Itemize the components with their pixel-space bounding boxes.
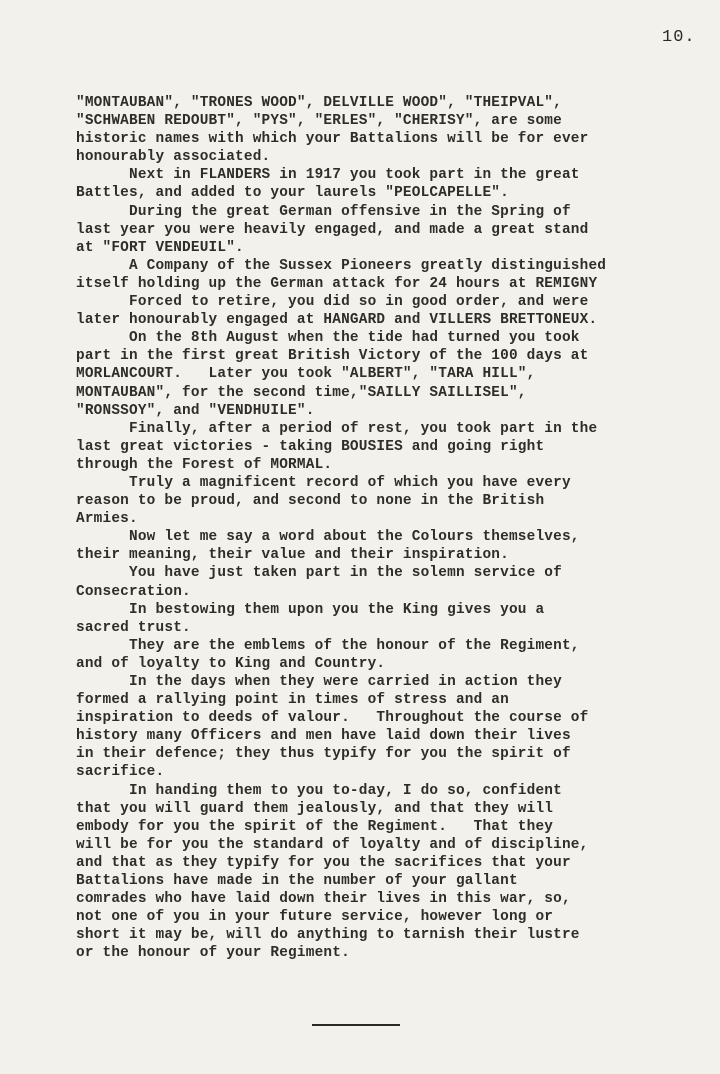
text-line: In bestowing them upon you the King gives you a xyxy=(76,601,545,618)
text-line: They are the emblems of the honour of the Regiment, xyxy=(76,637,580,654)
text-line: short it may be, will do anything to tarnish their lustre xyxy=(76,927,580,944)
text-line: MONTAUBAN", for the second time,"SAILLY SAILLISEL", xyxy=(76,384,527,401)
text-line: MORLANCOURT. Later you took "ALBERT", "TARA HILL", xyxy=(76,366,536,383)
text-line: not one of you in your future service, however long or xyxy=(76,909,554,926)
document-body xyxy=(76,94,716,963)
text-line: sacrifice. xyxy=(76,764,165,781)
text-line: part in the first great British Victory of the 100 days at xyxy=(76,348,589,365)
text-line: Forced to retire, you did so in good order, and were xyxy=(76,294,589,311)
text-line: In the days when they were carried in action they xyxy=(76,674,562,690)
text-line: reason to be proud, and second to none in the British xyxy=(76,493,545,510)
text-line: last year you were heavily engaged, and made a great stand xyxy=(76,221,589,238)
text-line: history many Officers and men have laid down their lives xyxy=(76,728,571,745)
text-line: later honourably engaged at HANGARD and VILLERS BRETTONEUX. xyxy=(76,312,598,329)
text-line: Battalions have made in the number of your gallant xyxy=(76,873,518,890)
text-line: and of loyalty to King and Country. xyxy=(76,655,386,672)
text-line: Battles, and added to your laurels "PEOLCAPELLE". xyxy=(76,185,509,202)
text-line: In handing them to you to-day, I do so, confident xyxy=(76,782,562,799)
text-line: A Company of the Sussex Pioneers greatly distinguished xyxy=(76,257,607,274)
text-line: "MONTAUBAN", "TRONES WOOD", DELVILLE WOOD", "THEIPVAL", xyxy=(76,95,562,111)
text-line: On the 8th August when the tide had turned you took xyxy=(76,330,580,347)
text-line: sacred trust. xyxy=(76,619,191,636)
text-line: historic names with which your Battalions will be for ever xyxy=(76,131,589,148)
end-rule xyxy=(312,1024,400,1026)
text-line: through the Forest of MORMAL. xyxy=(76,456,333,473)
text-line: last great victories - taking BOUSIES and going right xyxy=(76,438,545,455)
text-line: or the honour of your Regiment. xyxy=(76,945,350,962)
text-line: Consecration. xyxy=(76,583,191,600)
text-line: Now let me say a word about the Colours themselves, xyxy=(76,529,580,546)
text-line: embody for you the spirit of the Regiment. That they xyxy=(76,818,554,835)
text-line: their meaning, their value and their inspiration. xyxy=(76,547,509,564)
text-line: Next in FLANDERS in 1917 you took part in the great xyxy=(76,167,580,184)
text-line: honourably associated. xyxy=(76,149,271,166)
text-line: comrades who have laid down their lives in this war, so, xyxy=(76,891,571,908)
text-line: will be for you the standard of loyalty and of discipline, xyxy=(76,836,589,853)
text-line: Armies. xyxy=(76,511,138,528)
text-line: that you will guard them jealously, and that they will xyxy=(76,800,554,817)
text-line: You have just taken part in the solemn service of xyxy=(76,565,562,582)
text-line: itself holding up the German attack for 24 hours at REMIGNY xyxy=(76,275,598,292)
text-line: Finally, after a period of rest, you took part in the xyxy=(76,420,598,437)
text-line: inspiration to deeds of valour. Throughout the course of xyxy=(76,710,589,727)
text-line: formed a rallying point in times of stress and an xyxy=(76,692,509,709)
text-line: During the great German offensive in the Spring of xyxy=(76,203,571,220)
text-line: in their defence; they thus typify for you the spirit of xyxy=(76,746,571,763)
text-line: "RONSSOY", and "VENDHUILE". xyxy=(76,402,315,419)
text-line: and that as they typify for you the sacrifices that your xyxy=(76,854,571,871)
page-number: 10. xyxy=(662,28,696,47)
text-line: at "FORT VENDEUIL". xyxy=(76,239,244,256)
text-line: "SCHWABEN REDOUBT", "PYS", "ERLES", "CHERISY", are some xyxy=(76,113,562,130)
text-line: Truly a magnificent record of which you have every xyxy=(76,474,571,491)
